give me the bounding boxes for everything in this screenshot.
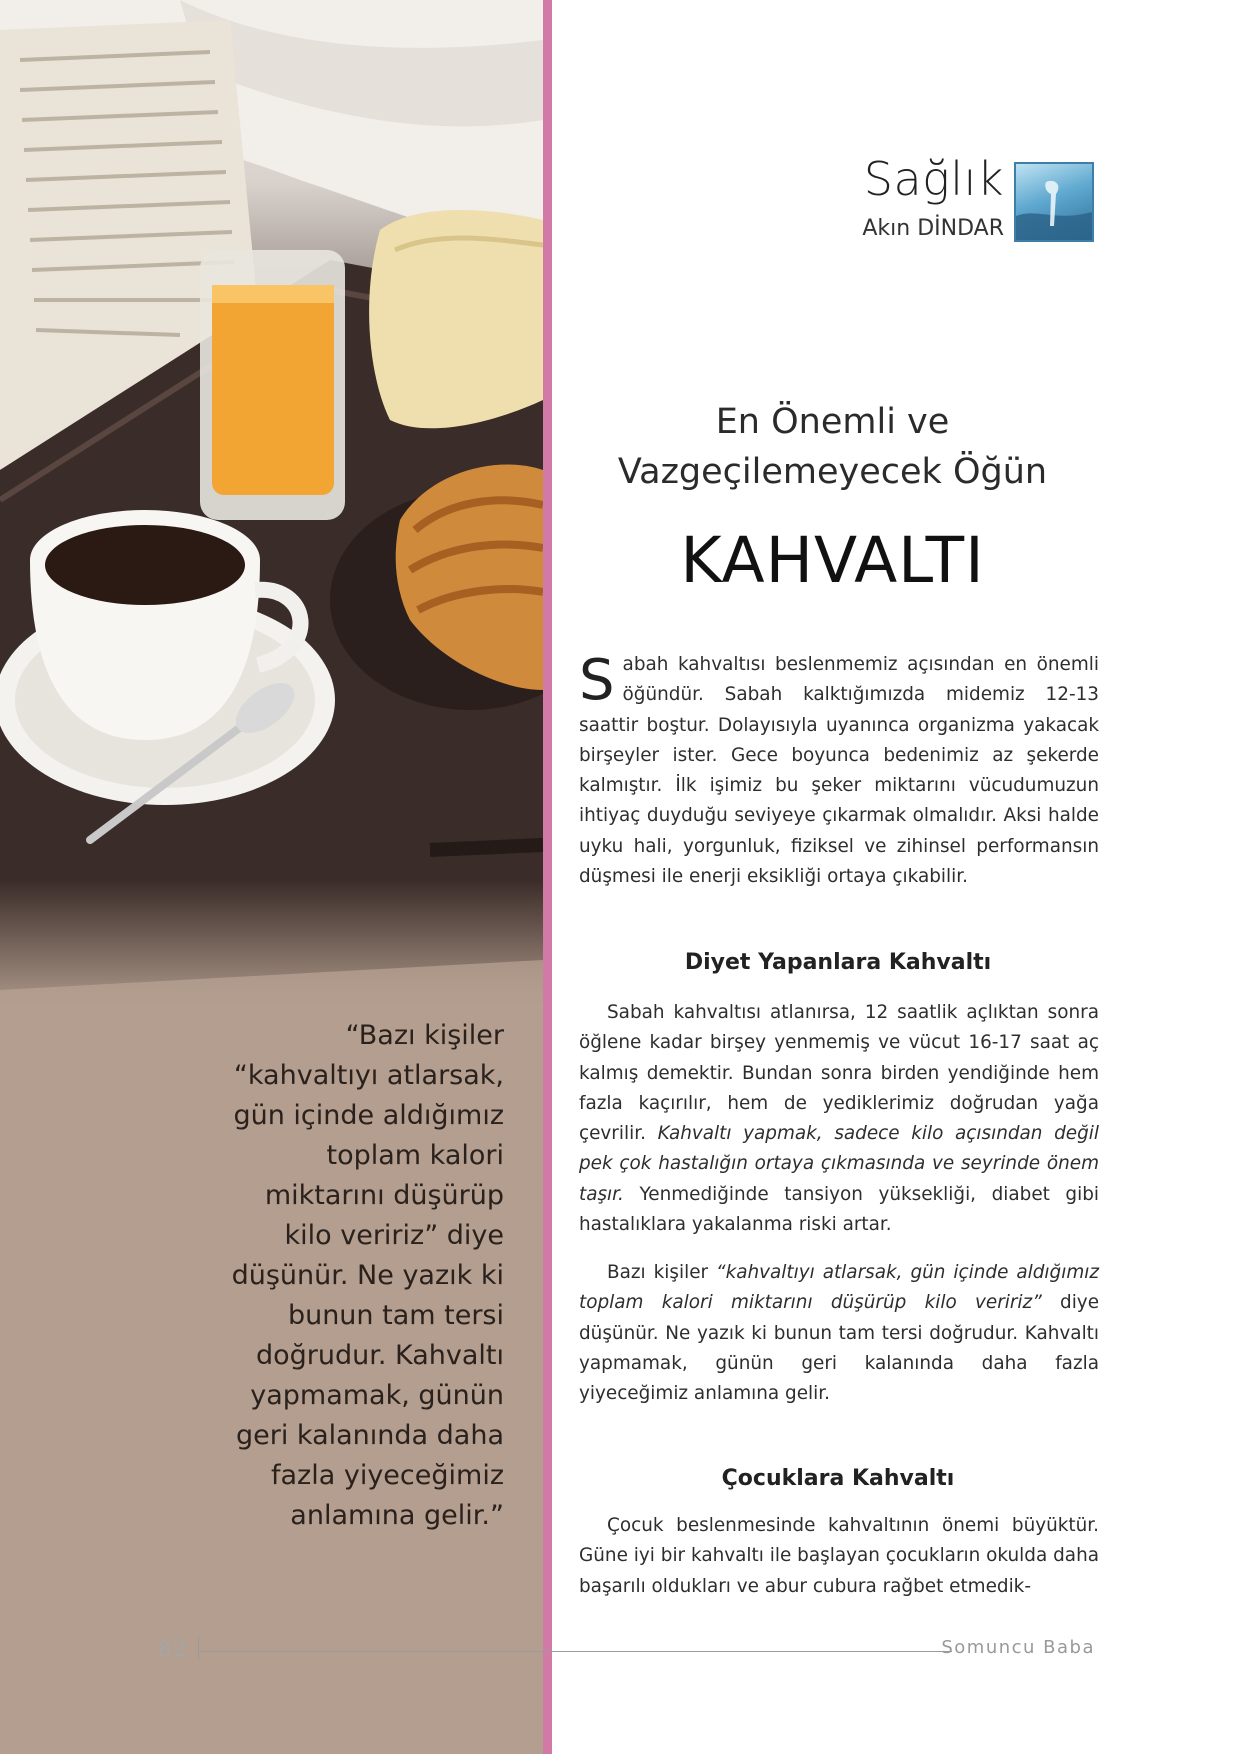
diet-p1-text-b: Yenmediğinde tansiyon yüksekliği, diabet gibi hastalıklara yakalanma riski artar. — [579, 1183, 1099, 1236]
author-name: Akın DİNDAR — [862, 216, 1004, 241]
section-title: Sağlık — [863, 152, 1004, 206]
drop-cap: S — [579, 648, 615, 713]
section-logo-icon — [1014, 162, 1094, 242]
diet-p2-text-b: diye düşünür. Ne yazık ki bunun tam tersi doğrudur. Kahvaltı yapmamak, günün geri kalanında daha fazla yiyeceğimiz anlamına gelir. — [579, 1292, 1100, 1405]
diet-paragraph-2 — [579, 1258, 1099, 1409]
diet-p2-emphasis: “kahvaltıyı atlarsak, gün içinde aldığımız toplam kalori miktarını düşürüp kilo veririz” — [579, 1262, 1099, 1314]
subheading-diet: Diyet Yapanlara Kahvaltı — [684, 950, 992, 975]
footer-rule — [200, 1651, 952, 1652]
diet-paragraph-1 — [579, 998, 1099, 1240]
footer-tick — [198, 1637, 199, 1659]
headline-main: KAHVALTI — [680, 524, 985, 597]
headline-line2: Vazgeçilemeyecek Öğün — [617, 452, 1048, 492]
pull-quote: “Bazı kişiler “kahvaltıyı atlarsak, gün içinde aldığımız toplam kalori miktarını düşürüp kilo veririz” diye düşünür. Ne yazık ki bunun tam tersi doğrudur. Kahvaltı yapmamak, günün geri kalanında daha fazla yiyeceğimiz anlamına gelir.” — [231, 1020, 504, 1531]
diet-p2-text-a: Bazı kişiler — [607, 1262, 717, 1283]
intro-text: abah kahvaltısı beslenmemiz açısından en önemli öğündür. Sabah kalktığımızda midemiz 12-13 saattir boştur. Dolayısıyla uyanınca organizma yakacak birşeyler ister. Gece boyunca bedenimiz az şekerde kalmıştır. İlk işimiz bu şeker miktarını vücudumuzun ihtiyaç duyduğu seviyeye çıkarmak olmalıdır. Aksi halde uyku hali, yorgunluk, fiziksel ve zihinsel performansın düşmesi ile enerji eksikliği ortaya çıkabilir. — [579, 654, 1099, 888]
accent-bar — [543, 0, 552, 1754]
diet-p1-text-a: Sabah kahvaltısı atlanırsa, 12 saatlik açlıktan sonra öğlene kadar birşey yenmemiş ve vücut 16-17 saat aç kalmış demektir. Bundan sonra birden yendiğinde hem fazla kaçırılır, hem de yediklerimiz doğrudan yağa çevrilir. — [579, 1002, 1099, 1145]
magazine-name: Somuncu Baba — [941, 1637, 1095, 1658]
intro-paragraph — [579, 650, 1099, 892]
children-paragraph: Çocuk beslenmesinde kahvaltının önemi büyüktür. Güne iyi bir kahvaltı ile başlayan çocukların okulda daha başarılı oldukları ve abur cubura rağbet etmedik- — [579, 1515, 1099, 1597]
subheading-children: Çocuklara Kahvaltı — [721, 1466, 955, 1491]
breakfast-photo — [0, 0, 543, 1012]
breakfast-illustration — [0, 0, 543, 1012]
diet-p1-emphasis: Kahvaltı yapmak, sadece kilo açısından değil pek çok hastalığın ortaya çıkmasında ve seyrinde önem taşır. — [579, 1123, 1099, 1205]
page-number: 82 — [158, 1637, 189, 1661]
headline-line1: En Önemli ve — [715, 402, 950, 442]
